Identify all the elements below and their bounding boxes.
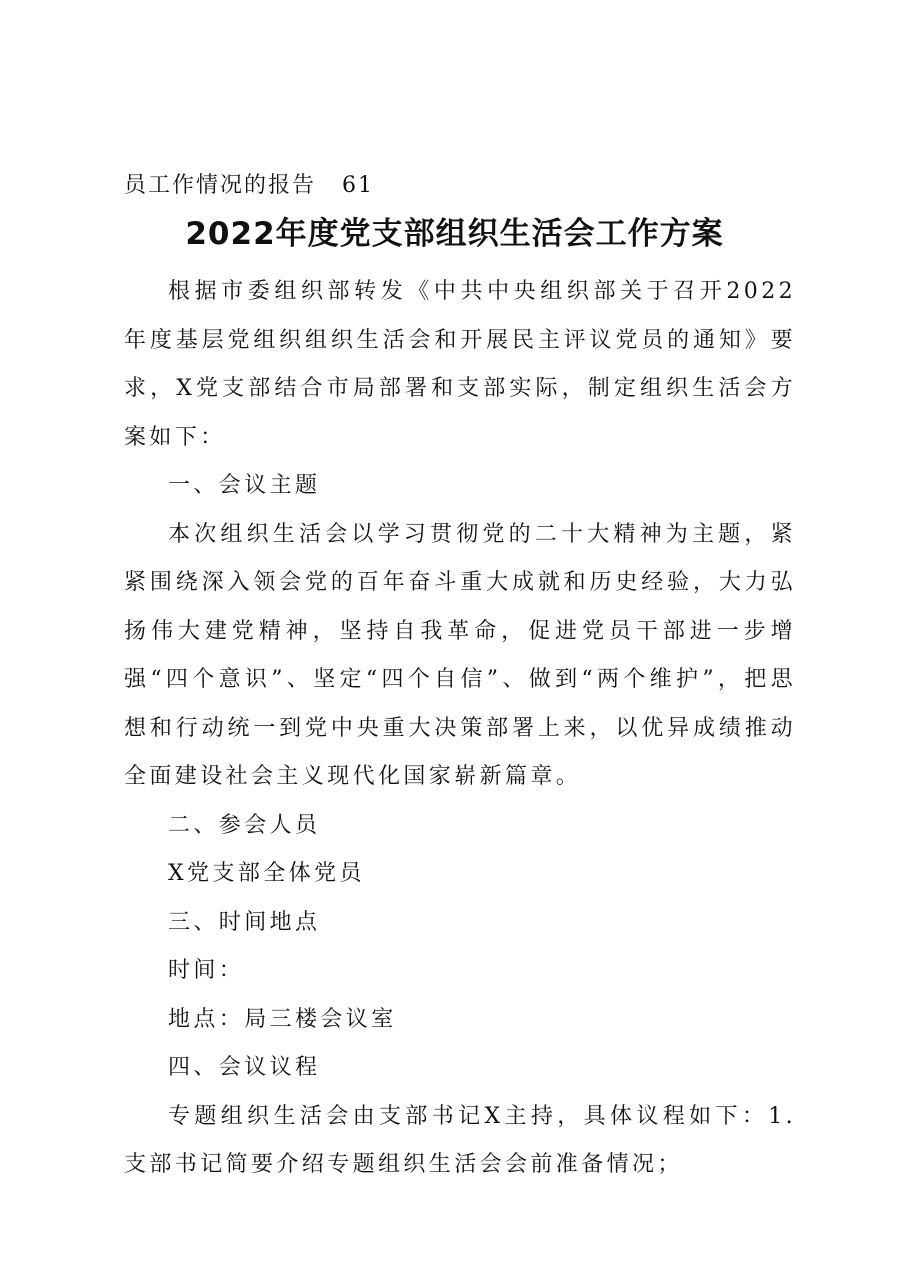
- time-line: 时间：: [168, 958, 245, 983]
- section-heading-time-place: 三、时间地点: [168, 909, 321, 935]
- toc-page-number: 61: [342, 173, 375, 198]
- intro-paragraph: 根据市委组织部转发《中共中央组织部关于召开2022年度基层党组织组织生活会和开展民主评议党员的通知》要求，X党支部结合市局部署和支部实际，制定组织生活会方案如下：: [124, 279, 796, 450]
- document-title: 2022年度党支部组织生活会工作方案: [185, 216, 724, 252]
- agenda-paragraph: 专题组织生活会由支部书记X主持，具体议程如下：1.支部书记简要介绍专题组织生活会会前准备情况；: [124, 1103, 796, 1177]
- place-line: 地点：局三楼会议室: [168, 1006, 397, 1032]
- document-body: [124, 268, 796, 1190]
- attendees-paragraph: X党支部全体党员: [168, 861, 365, 886]
- section-heading-theme: 一、会议主题: [168, 473, 321, 498]
- theme-paragraph: 本次组织生活会以学习贯彻党的二十大精神为主题，紧紧围绕深入领会党的百年奋斗重大成就和历史经验，大力弘扬伟大建党精神，坚持自我革命，促进党员干部进一步增强“四个意识”、坚定“四个自信”、做到“两个维护”，把思想和行动统一到党中央重大决策部署上来，以优异成绩推动全面建设社会主义现代化国家崭新篇章。: [124, 521, 796, 789]
- toc-entry: [124, 170, 374, 202]
- toc-entry-text: 员工作情况的报告: [124, 173, 317, 198]
- section-heading-attendees: 二、参会人员: [168, 812, 321, 838]
- section-heading-agenda: 四、会议议程: [168, 1055, 321, 1080]
